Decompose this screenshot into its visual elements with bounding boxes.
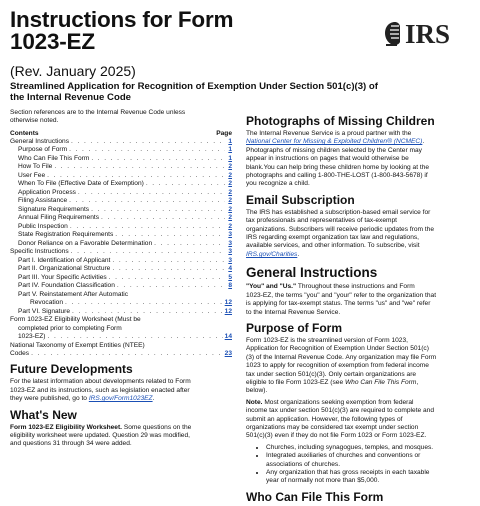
section-references-note: Section references are to the Internal Revenue Code unless otherwise noted.	[10, 109, 186, 125]
toc-item-part-5[interactable]: Revocation . . . 12	[10, 299, 232, 308]
toc-item-filing-assistance[interactable]: Filing Assistance . . . 2	[10, 197, 232, 206]
toc-item-part-2[interactable]: Part II. Organizational Structure . . . 4	[10, 265, 232, 274]
whats-new-text: Form 1023-EZ Eligibility Worksheet. Some questions on the eligibility worksheet were updated. Question 29 was modified, and questions 31 through 34 were added.	[10, 423, 192, 448]
toc-page-link[interactable]: 2	[228, 222, 232, 230]
title-line-2: 1023-EZ	[10, 29, 95, 54]
email-subscription-heading: Email Subscription	[246, 192, 355, 207]
revision-date: (Rev. January 2025)	[10, 63, 136, 79]
toc-page-link[interactable]: 5	[228, 273, 232, 281]
missing-children-text: The Internal Revenue Service is a proud partner with the National Center for Missing & Exploited Children® (NCMEC). Photographs of missing children selected by the Center may appear in instructions on pages that would otherwise be blank.You can help bring these children home by looking at the photographs and calling 1-800-THE-LOST (1-800-843-5678) if you recognize a child.	[246, 130, 430, 188]
toc-item-donor-reliance[interactable]: Donor Reliance on a Favorable Determination . . . 3	[10, 240, 232, 249]
toc-page-link[interactable]: 12	[224, 307, 232, 315]
toc-item-annual-filing[interactable]: Annual Filing Requirements . . . 2	[10, 214, 232, 223]
toc-page-link[interactable]: 3	[228, 239, 232, 247]
toc-page-heading: Page	[216, 129, 232, 137]
toc-page-link[interactable]: 8	[228, 282, 232, 290]
toc-page-link[interactable]: 2	[228, 197, 232, 205]
toc-heading: Contents	[10, 129, 39, 137]
title-line-1: Instructions for Form	[10, 7, 234, 32]
missing-children-heading: Photographs of Missing Children	[246, 114, 435, 128]
toc-item-worksheet[interactable]: 1023-EZ) . . . 14	[10, 333, 232, 342]
toc-page-link[interactable]: 3	[228, 248, 232, 256]
toc-page-link[interactable]: 2	[228, 163, 232, 171]
toc-item-part-5-line1[interactable]: Part V. Reinstatement After Automatic	[18, 290, 129, 298]
irs-logo-icon	[381, 18, 469, 48]
toc-page-link[interactable]: 1	[228, 137, 232, 145]
toc-page-link[interactable]: 1	[228, 154, 232, 162]
form-1023ez-link[interactable]: IRS.gov/Form1023EZ	[88, 395, 153, 403]
toc-page-link[interactable]: 2	[228, 180, 232, 188]
who-can-file-heading: Who Can File This Form	[246, 489, 384, 504]
toc-item-ntee-codes[interactable]: Codes . . . 23	[10, 350, 232, 359]
toc-item-when-to-file[interactable]: When To File (Effective Date of Exemption) . . . 2	[10, 180, 232, 189]
toc-item-purpose-of-form[interactable]: Purpose of Form . . . 1	[10, 146, 232, 155]
toc-page-link[interactable]: 23	[224, 350, 232, 358]
list-item: • Any organization that has gross receipts in each taxable year of normally not more than $5,000.	[266, 469, 470, 486]
charities-link[interactable]: IRS.gov/Charities	[246, 250, 298, 258]
toc-item-who-can-file[interactable]: Who Can File This Form . . . 1	[10, 155, 232, 164]
toc-page-link[interactable]: 14	[224, 333, 232, 341]
toc-page-link[interactable]: 3	[228, 231, 232, 239]
toc-page-link[interactable]: 2	[228, 171, 232, 179]
toc-item-worksheet-line2[interactable]: completed prior to completing Form	[18, 324, 122, 332]
toc-item-part-4[interactable]: Part IV. Foundation Classification . . . 8	[10, 282, 232, 291]
document-title	[10, 9, 233, 53]
toc-item-specific-instructions[interactable]: Specific Instructions . . . 3	[10, 248, 232, 257]
toc-item-part-1[interactable]: Part I. Identification of Applicant . . . 3	[10, 257, 232, 266]
toc-page-link[interactable]: 1	[228, 146, 232, 154]
email-subscription-text: The IRS has established a subscription-based email service for tax professionals and representatives of tax-exempt organizations. Subscribers will receive periodic updates from the IRS regarding exempt organization tax law and regulations, available services, and other information. To subscribe, visit IRS.gov/Charities.	[246, 208, 435, 258]
left-column	[10, 109, 232, 452]
toc-item-ntee-line1[interactable]: National Taxonomy of Exempt Entities (NTEE)	[10, 341, 145, 349]
toc-item-signature-requirements[interactable]: Signature Requirements . . . 2	[10, 206, 232, 215]
ncmec-link[interactable]: National Center for Missing & Exploited Children® (NCMEC)	[246, 138, 423, 146]
toc-page-link[interactable]: 2	[228, 205, 232, 213]
toc-item-part-6[interactable]: Part VI. Signature . . . 12	[10, 308, 232, 317]
toc-page-link[interactable]: 2	[228, 214, 232, 222]
toc-item-application-process[interactable]: Application Process . . . 2	[10, 189, 232, 198]
future-developments-heading: Future Developments	[10, 362, 133, 377]
purpose-note-text: Note. Most organizations seeking exemption from federal income tax under section 501(c)(3) are required to complete and submit an application. However, the following types of organizations may be considered tax exempt under section 501(c)(3) even if they do not file Form 1023 or Form 1023-EZ.	[246, 398, 435, 440]
general-instructions-heading: General Instructions	[246, 265, 378, 281]
form-subtitle: Streamlined Application for Recognition of Exemption Under Section 501(c)(3) of the Internal Revenue Code	[10, 81, 378, 103]
toc-header	[10, 130, 232, 138]
toc-item-worksheet-line1[interactable]: Form 1023-EZ Eligibility Worksheet (Must be	[10, 316, 141, 324]
toc-item-how-to-file[interactable]: How To File . . . 2	[10, 163, 232, 172]
toc-page-link[interactable]: 2	[228, 188, 232, 196]
list-item: • Integrated auxiliaries of churches and conventions or associations of churches.	[266, 452, 470, 469]
toc-item-general-instructions[interactable]: General Instructions . . . 1	[10, 138, 232, 147]
purpose-of-form-heading: Purpose of Form	[246, 320, 343, 335]
right-column	[246, 115, 470, 506]
toc-item-user-fee[interactable]: User Fee . . . 2	[10, 172, 232, 181]
logo-text: IRS	[405, 19, 451, 48]
table-of-contents	[10, 138, 232, 359]
purpose-of-form-text: Form 1023-EZ is the streamlined version of Form 1023, Application for Recognition of Exemption Under Section 501(c) (3) of the Internal Revenue Code. Any organization may file Form 1023 to apply for recognition of exemption from federal income tax under section 501(c)(3). Only certain organizations are eligible to file Form 1023-EZ (see Who Can File This Form, below).	[246, 336, 437, 395]
toc-page-link[interactable]: 12	[224, 299, 232, 307]
list-item: • Churches, including synagogues, temples, and mosques.	[266, 444, 470, 452]
whats-new-heading: What's New	[10, 407, 77, 422]
toc-item-state-registration[interactable]: State Registration Requirements . . . 3	[10, 231, 232, 240]
you-and-us-text: "You" and "Us." Throughout these instructions and Form 1023-EZ, the terms "you" and "your" refer to the organization that is applying for tax-exempt status. The terms "us" and "we" refer to the Internal Revenue Service.	[246, 283, 437, 316]
toc-page-link[interactable]: 4	[228, 265, 232, 273]
toc-item-public-inspection[interactable]: Public Inspection . . . 2	[10, 223, 232, 232]
toc-page-link[interactable]: 3	[228, 256, 232, 264]
toc-item-part-3[interactable]: Part III. Your Specific Activities . . . 5	[10, 274, 232, 283]
future-developments-text: For the latest information about developments related to Form 1023-EZ and its instructions, such as legislation enacted after they were published, go to IRS.gov/Form1023EZ.	[10, 378, 191, 403]
